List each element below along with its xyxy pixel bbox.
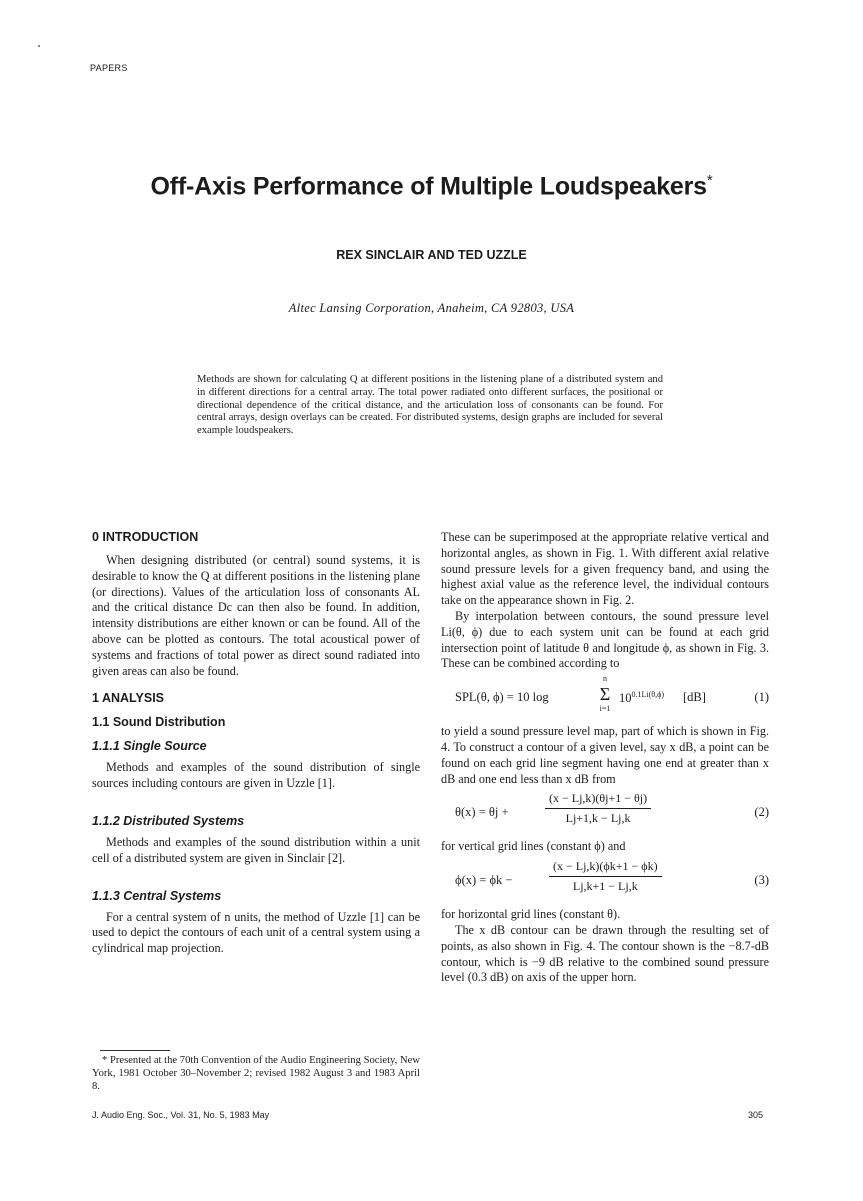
footnote-rule [100, 1050, 170, 1051]
running-head: PAPERS [90, 63, 128, 73]
intro-heading: 0 INTRODUCTION [92, 530, 199, 544]
eq1-sum-lower: i=1 [599, 704, 611, 714]
distributed-systems-heading: 1.1.2 Distributed Systems [92, 813, 245, 828]
intro-paragraph: When designing distributed (or central) sound systems, it is desirable to know the Q at different positions in the listening plane (or directions). Values of the articulation loss of consonants AL and the critical distance Dc can then also be found. In addition, intensity distributions are either known or can be found. All of the above can be plotted as contours. The total acoustical power of systems and fractions of total power as direct sound radiated into given areas can also be found. [92, 553, 420, 678]
title-text: Off-Axis Performance of Multiple Loudspeakers [150, 172, 707, 201]
footnote: * Presented at the 70th Convention of the Audio Engineering Society, New York, 1981 October 30–November 2; revised 1982 August 3 and 1983 April 8. [92, 1055, 420, 1092]
page-title [0, 172, 863, 201]
eq3-fraction [549, 859, 662, 894]
eq2-denominator: Lj+1,k − Lj,k [565, 811, 631, 826]
authors: REX SINCLAIR AND TED UZZLE [336, 248, 527, 262]
eq2-number: (2) [754, 805, 769, 820]
eq3-lhs: ϕ(x) = ϕk − [455, 873, 513, 888]
eq1-lhs: SPL(θ, ϕ) = 10 log [455, 690, 549, 705]
eq2-fraction [545, 791, 651, 826]
eq3-denominator: Lj,k+1 − Lj,k [572, 879, 638, 894]
right-column [441, 530, 769, 986]
affiliation: Altec Lansing Corporation, Anaheim, CA 92803, USA [288, 301, 575, 315]
single-source-heading: 1.1.1 Single Source [92, 739, 207, 754]
left-column [92, 530, 420, 957]
scan-speck [38, 45, 40, 47]
eq1-summation [595, 674, 615, 714]
eq1-power [619, 690, 664, 706]
paragraph-interpolation: By interpolation between contours, the sound pressure level Li(θ, ϕ) due to each system unit can be found at each grid intersection point of latitude θ and longitude ϕ, as shown in Fig. 3. These can be combined according to [441, 608, 769, 671]
distributed-systems-paragraph: Methods and examples of the sound distribution within a unit cell of a distributed system are given in Sinclair [2]. [92, 834, 420, 865]
eq3-numerator: (x − Lj,k)(ϕk+1 − ϕk) [549, 859, 662, 877]
equation-2 [441, 787, 769, 839]
paragraph-contour: The x dB contour can be drawn through the resulting set of points, as also shown in Fig. 4. The contour shown is the −8.7-dB contour, which is −9 dB relative to the combined sound pressure level (0.3 dB) on axis of the upper horn. [441, 922, 769, 985]
eq2-lhs: θ(x) = θj + [455, 805, 509, 820]
paragraph-spl-map: to yield a sound pressure level map, part of which is shown in Fig. 4. To construct a contour of a given level, say x dB, a point can be found on each grid line segment having one end at greater than x dB and one end less than x dB from [441, 724, 769, 786]
equation-3 [441, 855, 769, 907]
equation-1 [441, 672, 769, 724]
journal-citation: J. Audio Eng. Soc., Vol. 31, No. 5, 1983 May [92, 1110, 270, 1120]
title-footnote-mark: * [706, 172, 713, 189]
eq3-number: (3) [754, 873, 769, 888]
abstract: Methods are shown for calculating Q at different positions in the listening plane of a distributed system and in different directions for a central array. The total power radiated onto different surfaces, the positional or directional dependence of the critical distance, and the articulation loss of consonants can be found. For central arrays, design overlays can be created. For distributed systems, design graphs are included for several example loudspeakers. [197, 374, 663, 437]
eq1-exponent: 0.1Li(θ,ϕ) [631, 690, 664, 700]
eq1-number: (1) [754, 690, 769, 705]
eq1-sum-upper: n [603, 674, 607, 684]
paragraph-horizontal-grid: for horizontal grid lines (constant θ). [441, 907, 621, 922]
sound-distribution-heading: 1.1 Sound Distribution [92, 715, 226, 730]
page-number: 305 [748, 1110, 764, 1120]
central-systems-heading: 1.1.3 Central Systems [92, 888, 222, 903]
paragraph-superimpose: These can be superimposed at the appropriate relative vertical and horizontal angles, as shown in Fig. 1. With different axial relative sound pressure levels for a given frequency band, and using the highest axial value as the reference level, the individual contours take on the appearance shown in Fig. 2. [441, 530, 769, 608]
single-source-paragraph: Methods and examples of the sound distribution of single sources including contours are given in Uzzle [1]. [92, 760, 420, 791]
eq1-unit: [dB] [683, 690, 706, 705]
paragraph-vertical-grid: for vertical grid lines (constant ϕ) and [441, 839, 626, 854]
eq1-base: 10 [619, 691, 632, 706]
eq2-numerator: (x − Lj,k)(θj+1 − θj) [545, 791, 651, 809]
sigma-symbol: Σ [599, 684, 611, 705]
central-systems-paragraph: For a central system of n units, the method of Uzzle [1] can be used to depict the contours of each unit of a central system using a cylindrical map projection. [92, 909, 420, 956]
analysis-heading: 1 ANALYSIS [92, 691, 165, 706]
